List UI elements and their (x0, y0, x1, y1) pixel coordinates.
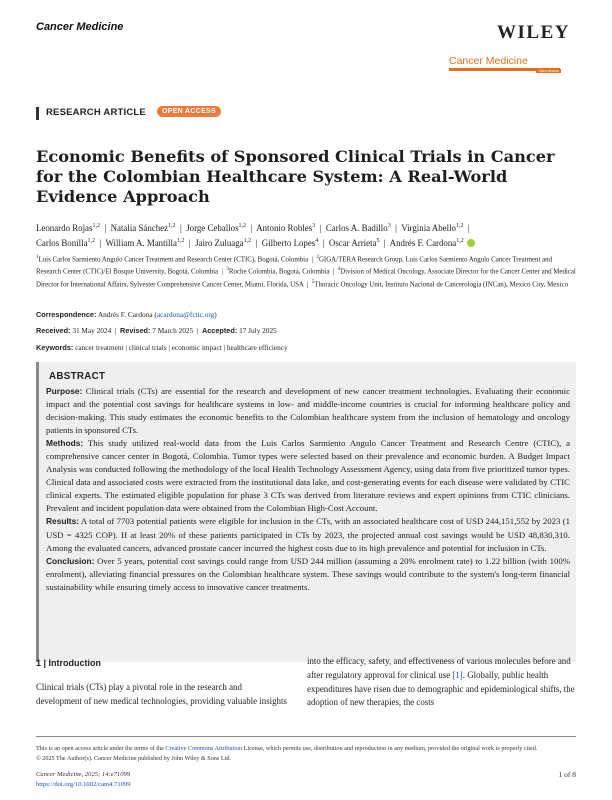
correspondence-email-link[interactable]: acardona@fctic.org (156, 310, 215, 319)
author[interactable]: Carlos Bonilla$^{1,2}$ (36, 238, 96, 249)
section-heading-introduction: 1 | Introduction (36, 658, 102, 668)
correspondence: Correspondence: Andrés F. Cardona (acardona@fctic.org) (36, 310, 217, 319)
keyword[interactable]: economic impact (171, 343, 222, 352)
abstract-results: Results: A total of 7703 potential patients were eligible for inclusion in the CTs, with an associated healthcare cost of USD 244,151,552 by 2023 (1 USD = 4325 COP). If at least 20% of these patients participated in CTs by 2023, the projected annual cost savings would be USD 48,830,310. Among the evaluated cancers, advanced prostate cancer incurred the highest costs due to its high prevalence and potential for inclusion in CTs. (46, 516, 570, 553)
author[interactable]: Natalia Sánchez$^{1,2}$ (110, 222, 176, 233)
body-text-column-1: Clinical trials (CTs) play a pivotal role in the research and development of new medical technologies, providing valuable insights (36, 682, 287, 706)
keyword[interactable]: healthcare efficiency (226, 343, 288, 352)
keyword[interactable]: cancer treatment (75, 343, 124, 352)
journal-name: Cancer Medicine (36, 21, 124, 33)
article-type-marker (36, 107, 39, 120)
page-footer (36, 770, 576, 789)
article-dates: Received: 31 May 2024 | Revised: 7 March 2025 | Accepted: 17 July 2025 (36, 326, 277, 335)
reference-link[interactable]: [1] (452, 669, 463, 680)
abstract-conclusion: Conclusion: Over 5 years, potential cost savings could range from USD 244 million (assuming a 20% enrolment rate) to 1.22 billion (with 100% enrolment), alleviating financial pressures on the Colombian healthcare system. These savings would contribute to the system's long-term financial sustainability while ensuring timely access to innovative cancer treatments. (46, 555, 570, 592)
author[interactable]: Jairo Zuluaga$^{1,2}$ (195, 238, 252, 249)
author[interactable]: Oscar Arrieta$^5$ (328, 238, 380, 249)
abstract-body (46, 385, 570, 594)
article-title: Economic Benefits of Sponsored Clinical Trials in Cancer for the Colombian Healthcare System: A Real-World Evidence Approach (36, 147, 555, 206)
body-text-column-2: into the efficacy, safety, and effectiveness of various molecules before and after regulatory approval for clinical use [1]. Globally, public health expenditures have risen due to demographic and epidemiological shifts, the adoption of new therapies, the costs (307, 656, 575, 708)
author[interactable]: Andrés F. Cardona$^{1,2}$ (389, 238, 464, 249)
article-type: RESEARCH ARTICLE (46, 107, 146, 118)
footer-divider (36, 736, 576, 737)
author[interactable]: Virginia Abello$^{1,2}$ (401, 222, 464, 233)
author-list: Leonardo Rojas$^{1,2}$ | Natalia Sánchez$^{1,2}$ | Jorge Ceballos$^{1,2}$ | Antonio Robles$^3$ | Carlos A. Badillo$^3$ | Virginia Abello$^{1,2}$ | Carlos Bonilla$^{1,2}$ | William A. Mantilla$^{1,2}$ | Jairo Zuluaga$^{1,2}$ | Gilberto Lopes$^4$ | Oscar Arrieta$^5$ | Andrés F. Cardona$^{1,2}$ (36, 220, 576, 251)
abstract-methods: Methods: This study utilized real-world data from the Luis Carlos Sarmiento Angulo Cancer Treatment and Research Centre (CTIC), a comprehensive cancer center in Bogotá, Colombia. Tumor types were selected based on their prevalence and economic burden. A Budget Impact Analysis was conducted following the methodology of the local Health Technology Assessment Agency, using data from five prioritized tumor types. Clinical data and associated costs were extracted from the institutional data lake, and cost-generating events for each disease were validated by CTIC clinical experts. The estimated eligible population for phase 3 CTs was derived from literature reviews and expert opinions from CTIC clinicians. Prevalent and incident population data were obtained from the Colombian High-Cost Account. (46, 438, 570, 514)
abstract-box (36, 362, 576, 662)
abstract-heading: ABSTRACT (49, 371, 106, 382)
author[interactable]: Carlos A. Badillo$^3$ (325, 222, 391, 233)
open-access-badge[interactable]: OPEN ACCESS (157, 106, 221, 117)
author[interactable]: Gilberto Lopes$^4$ (261, 238, 319, 249)
copyright: © 2025 The Author(s). Cancer Medicine published by John Wiley & Sons Ltd. (36, 754, 231, 762)
cc-license-link[interactable]: Creative Commons Attribution (165, 745, 243, 752)
author[interactable]: William A. Mantilla$^{1,2}$ (105, 238, 185, 249)
author[interactable]: Jorge Ceballos$^{1,2}$ (186, 222, 247, 233)
keyword[interactable]: clinical trials (128, 343, 167, 352)
keywords: Keywords: cancer treatment | clinical trials | economic impact | healthcare efficiency (36, 343, 288, 352)
publisher-logo[interactable]: WILEY (497, 22, 570, 43)
journal-logo-title: Cancer Medicine (449, 55, 528, 67)
author[interactable]: Antonio Robles$^3$ (256, 222, 316, 233)
orcid-icon[interactable] (467, 239, 475, 247)
doi-link[interactable]: https://doi.org/10.1002/cam4.71099 (36, 780, 131, 788)
journal-logo[interactable] (449, 55, 569, 71)
page-number: 1 of 8 (558, 770, 576, 779)
author[interactable]: Leonardo Rojas$^{1,2}$ (36, 222, 100, 233)
citation: Cancer Medicine, 2025; 14:e71099 (36, 771, 131, 778)
license-note: This is an open access article under the terms of the Creative Commons Attribution License, which permits use, distribution and reproduction in any medium, provided the original work is properly cited. © 2025 The Author(s). Cancer Medicine published by John Wiley & Sons Ltd. (36, 745, 538, 762)
affiliations: $^1$Luis Carlos Sarmiento Angulo Cancer Treatment and Research Center (CTIC), Bogotá, Colombia | $^2$GIGA/TERA Research Group, Luis Carlos Sarmiento Angulo Cancer Treatment and Research Center (CTIC)/El Bosque University, Bogotá, Colombia | $^3$Roche Colombia, Bogotá, Colombia | $^4$Division of Medical Oncology, Associate Director for the Cancer Center and Medical Director for International Affairs, Sylvester Comprehensive Cancer Center, Miami, Florida, USA | $^5$Thoracic Oncology Unit, Instituto Nacional de Cancerología (INCan), Mexico City, Mexico (36, 255, 576, 288)
journal-logo-badge: Open Access (538, 69, 559, 73)
abstract-purpose: Purpose: Clinical trials (CTs) are essential for the research and development of new cancer treatment technologies. Evaluating their economic impact and the potential cost savings for healthcare systems in low- and middle-income countries is crucial for informing healthcare policy and decision-making. This study estimates the economic benefits to the Colombian healthcare system from the inclusion of hematology and oncology patients in sponsored CTs. (46, 386, 571, 436)
